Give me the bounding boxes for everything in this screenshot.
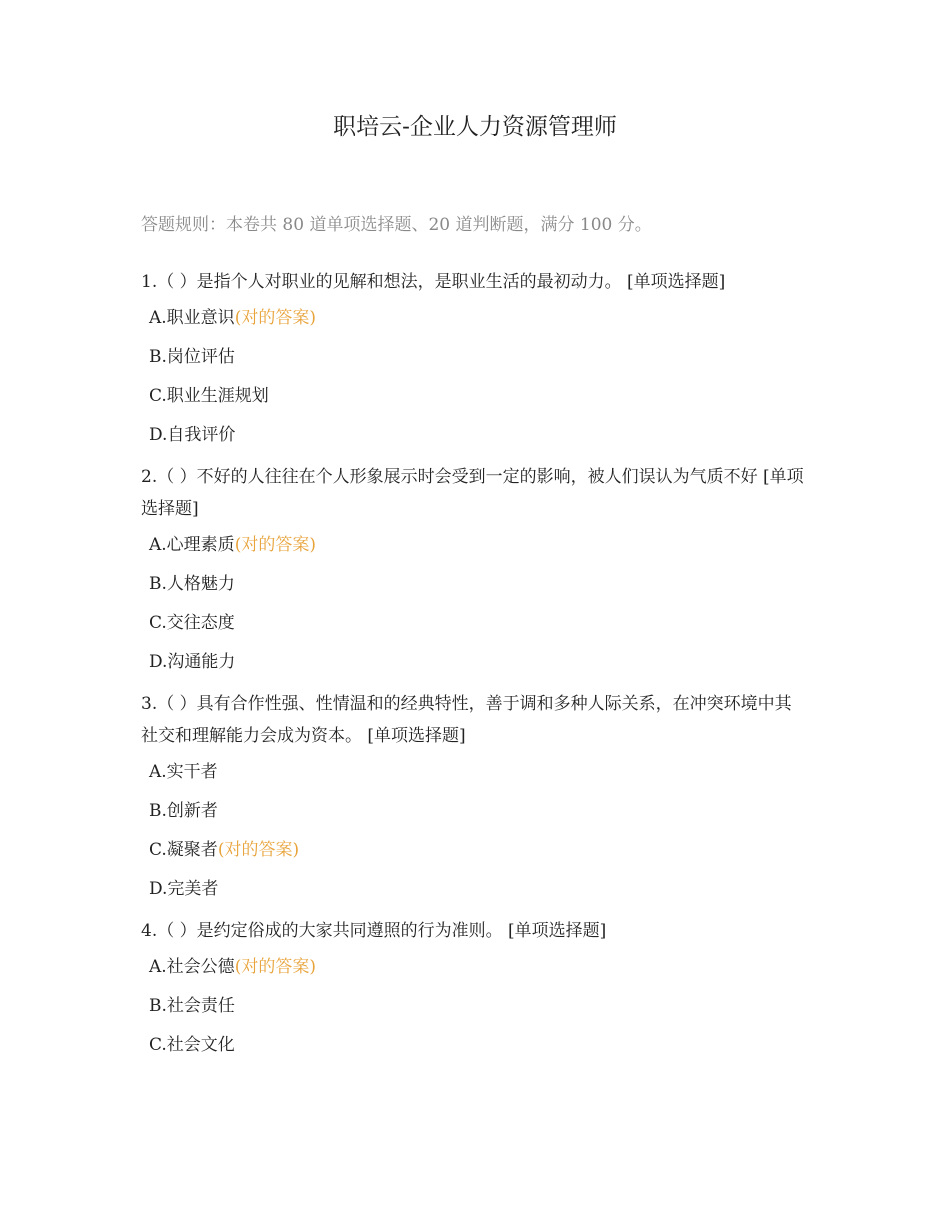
answer-rules: 答题规则：本卷共 80 道单项选择题、20 道判断题，满分 100 分。: [141, 215, 652, 235]
option-label: C.凝聚者: [149, 840, 218, 860]
correct-answer-marker: (对的答案): [234, 308, 316, 328]
answer-option: [141, 993, 806, 1019]
question-item: [141, 688, 806, 902]
option-label: B.创新者: [149, 801, 218, 821]
answer-option: [141, 383, 806, 409]
question-item: [141, 266, 806, 448]
option-label: A.职业意识: [149, 308, 235, 328]
option-label: D.沟通能力: [149, 652, 236, 672]
question-list: [141, 266, 806, 1071]
question-item: [141, 461, 806, 675]
answer-option: [141, 305, 806, 331]
option-label: B.社会责任: [149, 996, 235, 1016]
option-label: A.社会公德: [149, 957, 235, 977]
option-label: C.职业生涯规划: [149, 386, 269, 406]
option-label: B.岗位评估: [149, 347, 235, 367]
correct-answer-marker: (对的答案): [217, 840, 300, 860]
option-label: A.心理素质: [149, 535, 235, 555]
answer-option: [141, 344, 806, 370]
question-text: 1.（ ）是指个人对职业的见解和想法，是职业生活的最初动力。 [单项选择题]: [141, 272, 726, 292]
answer-option: [141, 532, 806, 558]
option-label: C.交往态度: [149, 613, 235, 633]
answer-option: [141, 422, 806, 448]
option-label: C.社会文化: [149, 1035, 235, 1055]
answer-option: [141, 954, 806, 980]
answer-option: [141, 649, 806, 675]
question-text: 3.（ ）具有合作性强、性情温和的经典特性，善于调和多种人际关系，在冲突环境中其社交和理解能力会成为资本。 [单项选择题]: [141, 694, 792, 746]
question-text: 4.（ ）是约定俗成的大家共同遵照的行为准则。 [单项选择题]: [141, 921, 607, 941]
answer-option: [141, 610, 806, 636]
answer-option: [141, 571, 806, 597]
answer-option: [141, 759, 806, 785]
correct-answer-marker: (对的答案): [234, 535, 316, 555]
correct-answer-marker: (对的答案): [234, 957, 316, 977]
answer-option: [141, 1032, 806, 1058]
answer-option: [141, 837, 806, 863]
page-title: 职培云-企业人力资源管理师: [333, 114, 617, 140]
question-text: 2.（ ）不好的人往往在个人形象展示时会受到一定的影响，被人们误认为气质不好 [单项选择题]: [141, 467, 804, 519]
answer-option: [141, 876, 806, 902]
option-label: D.完美者: [149, 879, 219, 899]
option-label: B.人格魅力: [149, 574, 235, 594]
question-item: [141, 915, 806, 1058]
option-label: A.实干者: [149, 762, 218, 782]
answer-option: [141, 798, 806, 824]
option-label: D.自我评价: [149, 425, 236, 445]
